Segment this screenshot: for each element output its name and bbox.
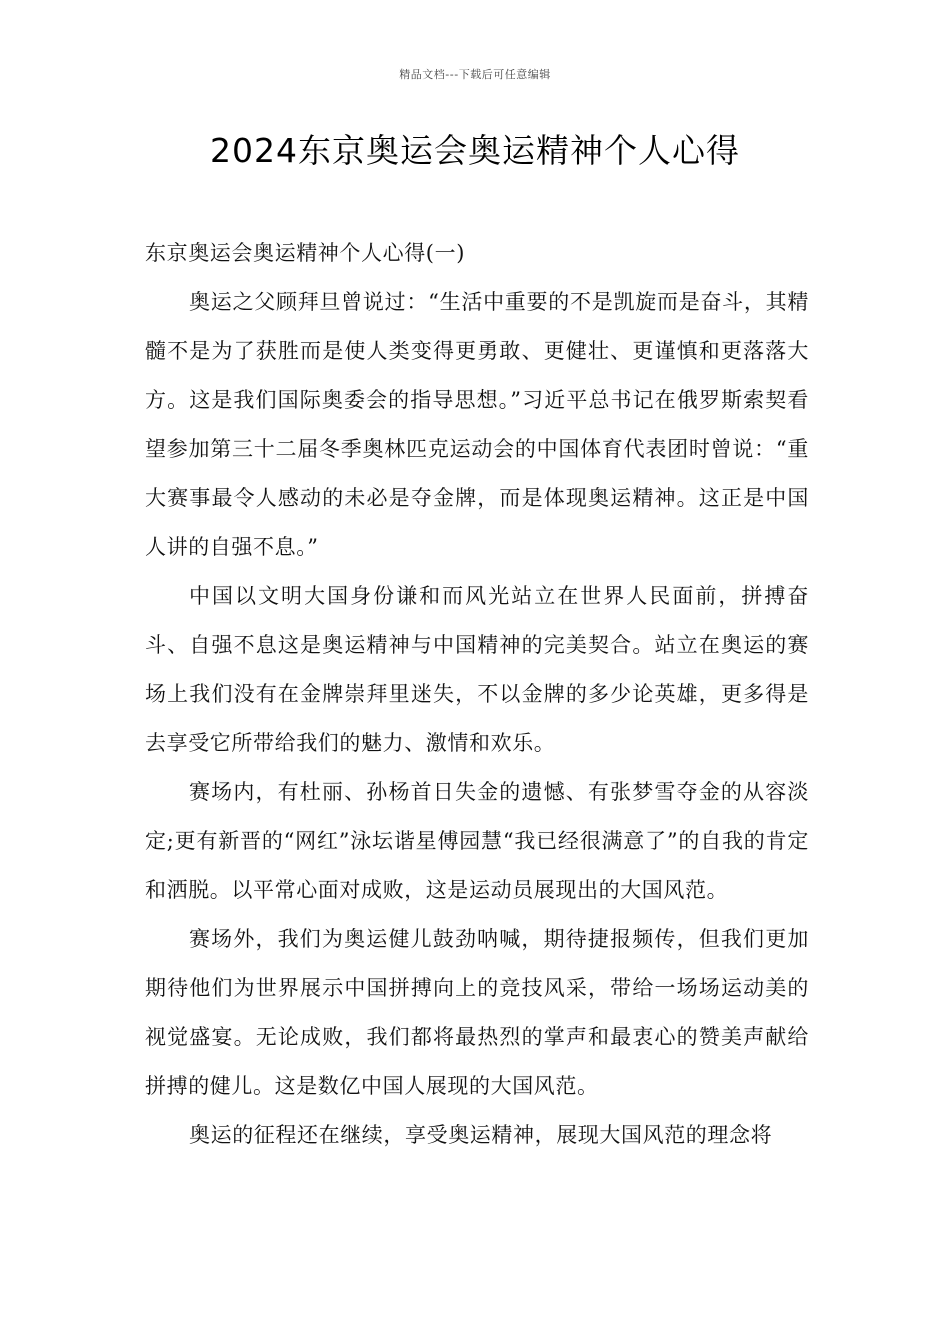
section-heading: 东京奥运会奥运精神个人心得(一): [145, 241, 465, 265]
paragraph: 赛场外，我们为奥运健儿鼓劲呐喊，期待捷报频传，但我们更加期待他们为世界展示中国拼搏向上的竞技风采，带给一场场运动美的视觉盛宴。无论成败，我们都将最热烈的掌声和最衷心的赞美声献给拼搏的健儿。这是数亿中国人展现的大国风范。: [145, 927, 809, 1098]
paragraph: 中国以文明大国身份谦和而风光站立在世界人民面前，拼搏奋斗、自强不息这是奥运精神与中国精神的完美契合。站立在奥运的赛场上我们没有在金牌崇拜里迷失，不以金牌的多少论英雄，更多得是去享受它所带给我们的魅力、激情和欢乐。: [145, 584, 809, 755]
paragraph: 奥运之父顾拜旦曾说过：“生活中重要的不是凯旋而是奋斗，其精髓不是为了获胜而是使人类变得更勇敢、更健壮、更谨慎和更落落大方。这是我们国际奥委会的指导思想。”习近平总书记在俄罗斯索契看望参加第三十二届冬季奥林匹克运动会的中国体育代表团时曾说：“重大赛事最令人感动的未必是夺金牌，而是体现奥运精神。这正是中国人讲的自强不息。”: [145, 290, 809, 559]
paragraph: 赛场内，有杜丽、孙杨首日失金的遗憾、有张梦雪夺金的从容淡定;更有新晋的“网红”泳坛谐星傅园慧“我已经很满意了”的自我的肯定和洒脱。以平常心面对成败，这是运动员展现出的大国风范。: [145, 780, 809, 902]
document-title: 2024东京奥运会奥运精神个人心得: [210, 131, 740, 170]
document-body: [145, 229, 809, 1160]
paragraph: 奥运的征程还在继续，享受奥运精神，展现大国风范的理念将: [189, 1123, 773, 1147]
header-note: 精品文档---下载后可任意编辑: [399, 68, 551, 81]
